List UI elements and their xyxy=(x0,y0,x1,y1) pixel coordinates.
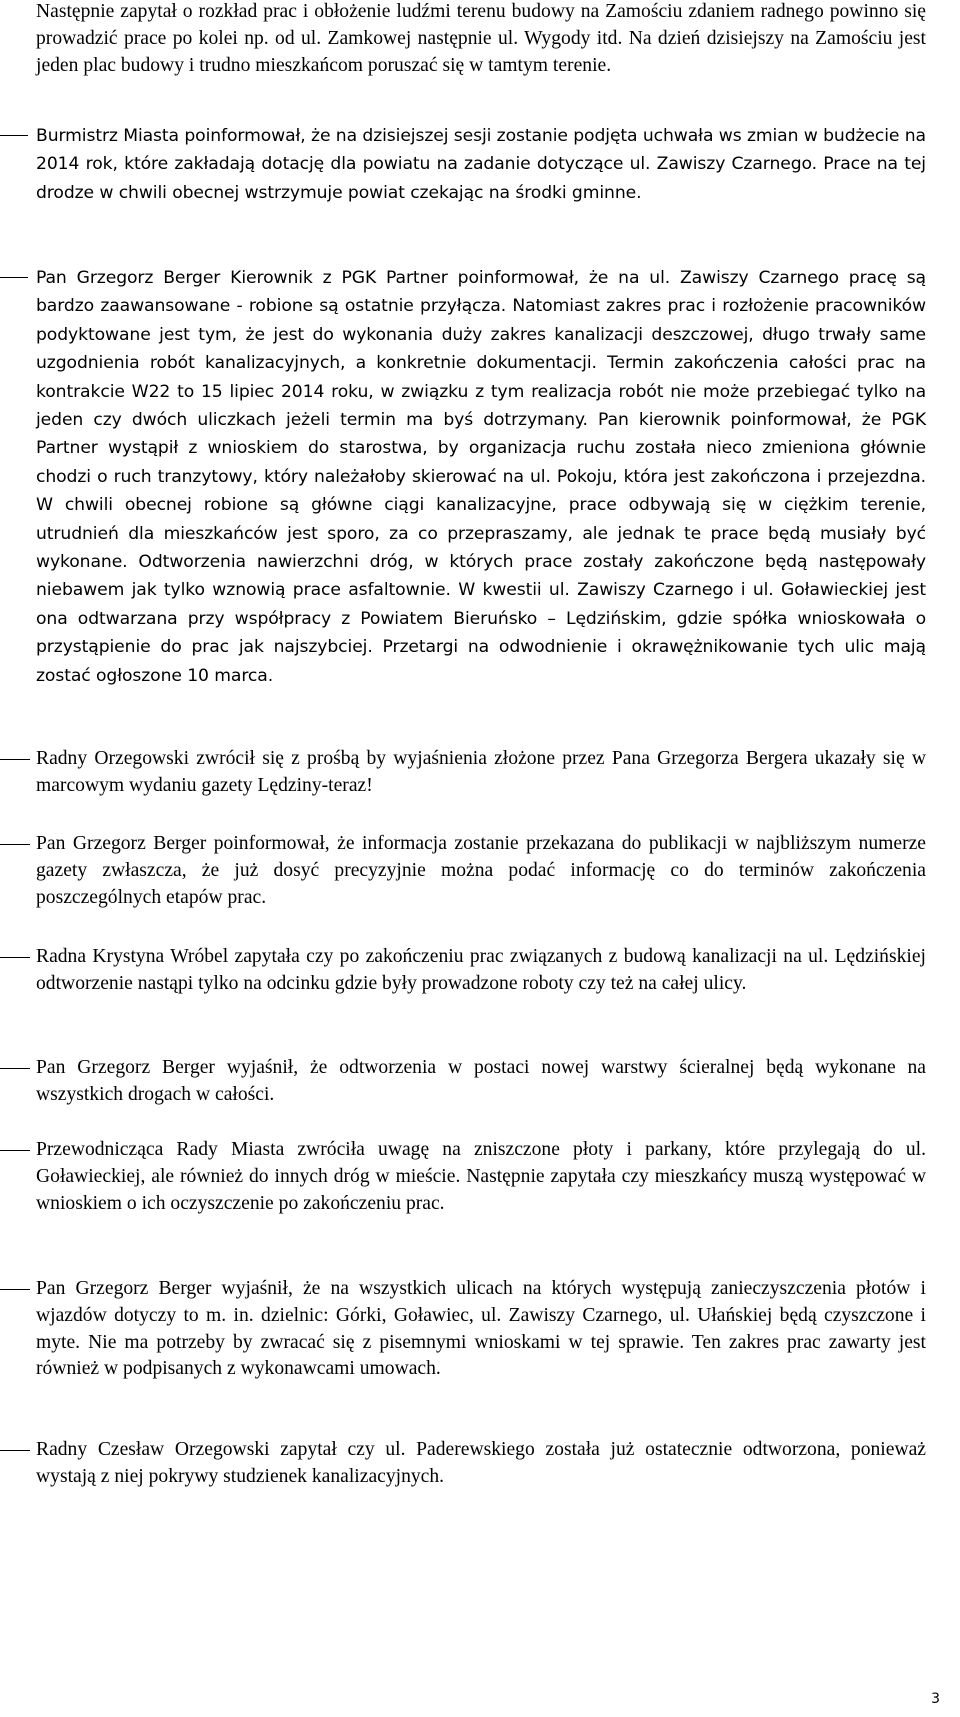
paragraph-berger-cleaning: Pan Grzegorz Berger wyjaśnił, że na wszystkich ulicach na których występują zanieczyszczenia płotów i wjazdów dotyczy to m. in. dzielnic: Górki, Goławiec, ul. Zawiszy Czarnego, ul. Ułańskiej będą czyszczone i myte. Nie ma potrzeby by zwracać się z pisemnymi wnioskami w tej sprawie. Ten zakres prac zawarty jest również w podpisanych z wykonawcami umowach. xyxy=(36,1276,926,1383)
paragraph-berger-pgk: Pan Grzegorz Berger Kierownik z PGK Partner poinformował, że na ul. Zawiszy Czarnego pracę są bardzo zaawansowane - robione są ostatnie przyłącza. Natomiast zakres prac i rozłożenie pracowników podyktowane jest tym, że jest do wykonania duży zakres kanalizacji deszczowej, długo trwały same uzgodnienia robót kanalizacyjnych, a konkretnie dokumentacji. Termin zakończenia całości prac na kontrakcie W22 to 15 lipiec 2014 roku, w związku z tym realizacja robót nie może przebiegać tylko na jeden czy dwóch uliczkach jeżeli termin ma byś dotrzymany. Pan kierownik poinformował, że PGK Partner wystąpił z wnioskiem do starostwa, by organizacja ruchu została nieco zmieniona głównie chodzi o ruch tranzytowy, który należałoby skierować na ul. Pokoju, która jest zakończona i przejezdna. W chwili obecnej robione są główne ciągi kanalizacyjne, prace odbywają się w ciężkim terenie, utrudnień dla mieszkańców jest sporo, za co przepraszamy, ale jednak te prace będą musiały być wykonane. Odtworzenia nawierzchni dróg, w których prace zostały zakończone będą następowały niebawem jak tylko wznowią prace asfaltownie. W kwestii ul. Zawiszy Czarnego i ul. Goławieckiej jest ona odtwarzana przy współpracy z Powiatem Bieruńsko – Lędzińskim, gdzie spółka wnioskowała o przystąpienie do prac jak najszybciej. Przetargi na odwodnienie i okrawężnikowanie tych ulic mają zostać ogłoszone 10 marca. xyxy=(36,264,926,690)
dash-bullet xyxy=(0,135,28,136)
page-number: 3 xyxy=(931,1691,940,1707)
paragraph-orzegowski-paderewskiego: Radny Czesław Orzegowski zapytał czy ul. Paderewskiego została już ostatecznie odtworzona, ponieważ wystają z niej pokrywy studzienek kanalizacyjnych. xyxy=(36,1437,926,1491)
dash-bullet xyxy=(0,957,30,958)
paragraph-berger-surface: Pan Grzegorz Berger wyjaśnił, że odtworzenia w postaci nowej warstwy ścieralnej będą wykonane na wszystkich drogach w całości. xyxy=(36,1055,926,1109)
dash-bullet xyxy=(0,844,30,845)
dash-bullet xyxy=(0,1150,30,1151)
dash-bullet xyxy=(0,277,28,278)
dash-bullet xyxy=(0,1450,30,1451)
paragraph-przewodniczaca: Przewodnicząca Rady Miasta zwróciła uwagę na zniszczone płoty i parkany, które przylegają do ul. Goławieckiej, ale również do innych dróg w mieście. Następnie zapytała czy mieszkańcy muszą występować w wnioskiem o ich oczyszczenie po zakończeniu prac. xyxy=(36,1137,926,1217)
dash-bullet xyxy=(0,759,30,760)
dash-bullet xyxy=(0,1289,30,1290)
paragraph-wrobel-question: Radna Krystyna Wróbel zapytała czy po zakończeniu prac związanych z budową kanalizacji na ul. Lędzińskiej odtworzenie nastąpi tylko na odcinku gdzie były prowadzone roboty czy też na całej ulicy. xyxy=(36,944,926,998)
paragraph-zamoscie-question: Następnie zapytał o rozkład prac i obłożenie ludźmi terenu budowy na Zamościu zdaniem radnego powinno się prowadzić prace po kolei np. od ul. Zamkowej następnie ul. Wygody itd. Na dzień dzisiejszy na Zamościu jest jeden plac budowy i trudno mieszkańcom poruszać się w tamtym terenie. xyxy=(36,1,926,76)
paragraph-orzegowski-request: Radny Orzegowski zwrócił się z prośbą by wyjaśnienia złożone przez Pana Grzegorza Bergera ukazały się w marcowym wydaniu gazety Lędziny-teraz! xyxy=(36,746,926,800)
paragraph-berger-publication: Pan Grzegorz Berger poinformował, że informacja zostanie przekazana do publikacji w najbliższym numerze gazety zwłaszcza, że już dosyć precyzyjnie można podać informację co do terminów zakończenia poszczególnych etapów prac. xyxy=(36,831,926,911)
paragraph-burmistrz: Burmistrz Miasta poinformował, że na dzisiejszej sesji zostanie podjęta uchwała ws zmian w budżecie na 2014 rok, które zakładają dotację dla powiatu na zadanie dotyczące ul. Zawiszy Czarnego. Prace na tej drodze w chwili obecnej wstrzymuje powiat czekając na środki gminne. xyxy=(36,122,926,207)
dash-bullet xyxy=(0,1068,30,1069)
